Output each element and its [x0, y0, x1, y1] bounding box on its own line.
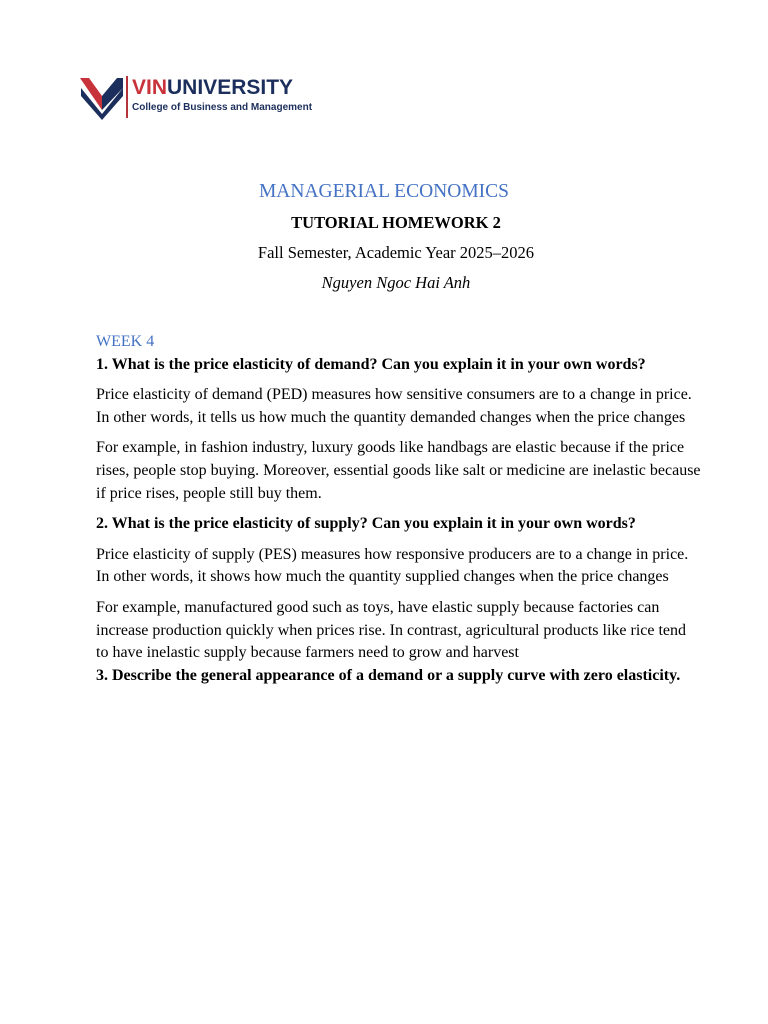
week-heading: WEEK 4 — [96, 333, 155, 350]
assignment-title: TUTORIAL HOMEWORK 2 — [291, 213, 501, 232]
logo-subtitle: College of Business and Management — [132, 102, 313, 113]
author-name: Nguyen Ngoc Hai Anh — [321, 273, 471, 292]
answer-1-paragraph-1: Price elasticity of demand (PED) measures how sensitive consumers are to a change in price. In other words, it tells us how much the quantity demanded changes when the price changes — [96, 386, 692, 426]
answer-1-paragraph-2: For example, in fashion industry, luxury goods like handbags are elastic because if the price rises, people stop buying. Moreover, essential goods like salt or medicine are inelastic because if price rises, people still buy them. — [96, 439, 701, 502]
question-3: 3. Describe the general appearance of a demand or a supply curve with zero elasticity. — [96, 666, 681, 684]
document-body — [96, 331, 701, 687]
logo-divider — [126, 76, 128, 118]
course-title: MANAGERIAL ECONOMICS — [258, 181, 510, 202]
question-1: 1. What is the price elasticity of demand? Can you explain it in your own words? — [96, 355, 646, 373]
answer-2-paragraph-1: Price elasticity of supply (PES) measures how responsive producers are to a change in price. In other words, it shows how much the quantity supplied changes when the price changes — [96, 545, 689, 586]
answer-2-paragraph-2: For example, manufactured good such as toys, have elastic supply because factories can increase production quickly when prices rise. In contrast, agricultural products like rice tend to have inelastic supply because farmers need to grow and harvest — [96, 598, 687, 662]
question-2: 2. What is the price elasticity of supply? Can you explain it in your own words? — [96, 515, 636, 533]
vinuniversity-logo — [79, 74, 313, 120]
semester-line: Fall Semester, Academic Year 2025–2026 — [257, 243, 535, 262]
logo-wordmark: VINUNIVERSITY — [132, 76, 294, 99]
vinuniversity-emblem-icon — [79, 74, 125, 120]
